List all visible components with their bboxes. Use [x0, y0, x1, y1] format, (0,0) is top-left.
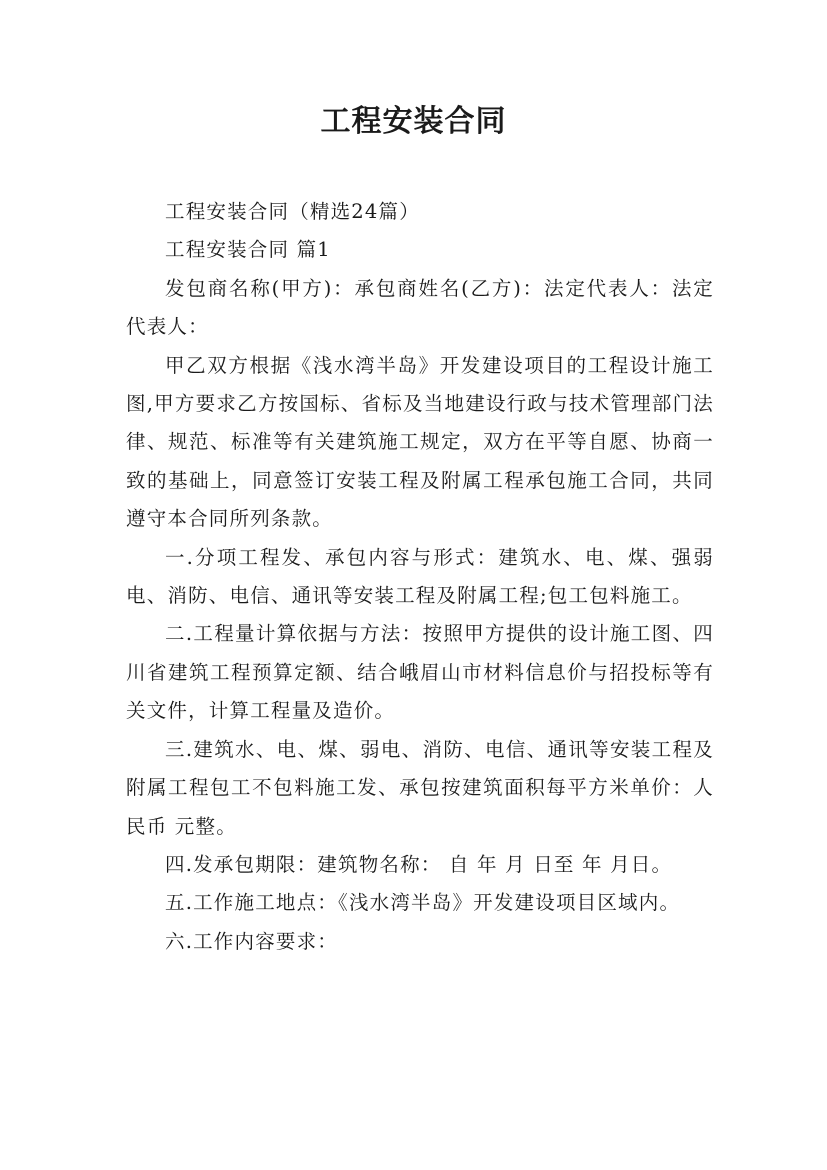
document-body	[126, 193, 714, 961]
paragraph-clause-2: 二.工程量计算依据与方法：按照甲方提供的设计施工图、四川省建筑工程预算定额、结合峨眉山市材料信息价与招投标等有关文件，计算工程量及造价。	[126, 622, 714, 723]
paragraph-clause-5: 五.工作施工地点：《浅水湾半岛》开发建设项目区域内。	[165, 891, 681, 915]
paragraph-clause-6: 六.工作内容要求：	[165, 929, 338, 953]
document-title: 工程安装合同	[320, 104, 507, 139]
paragraph-clause-3: 三.建筑水、电、煤、弱电、消防、电信、通讯等安装工程及附属工程包工不包料施工发、承包按建筑面积每平方米单价：人民币 元整。	[126, 737, 714, 838]
paragraph-clause-4: 四.发承包期限：建筑物名称： 自 年 月 日至 年 月日。	[165, 852, 673, 876]
paragraph-parties: 发包商名称(甲方)：承包商姓名(乙方)：法定代表人：法定代表人：	[126, 276, 714, 339]
paragraph-section-heading: 工程安装合同 篇1	[165, 238, 331, 262]
paragraph-clause-1: 一.分项工程发、承包内容与形式：建筑水、电、煤、强弱电、消防、电信、通讯等安装工程及附属工程;包工包料施工。	[126, 545, 714, 608]
paragraph-preamble: 甲乙双方根据《浅水湾半岛》开发建设项目的工程设计施工图,甲方要求乙方按国标、省标及当地建设行政与技术管理部门法律、规范、标准等有关建筑施工规定，双方在平等自愿、协商一致的基础上，同意签订安装工程及附属工程承包施工合同，共同遵守本合同所列条款。	[126, 353, 714, 531]
paragraph-subtitle: 工程安装合同（精选24篇）	[165, 200, 420, 223]
